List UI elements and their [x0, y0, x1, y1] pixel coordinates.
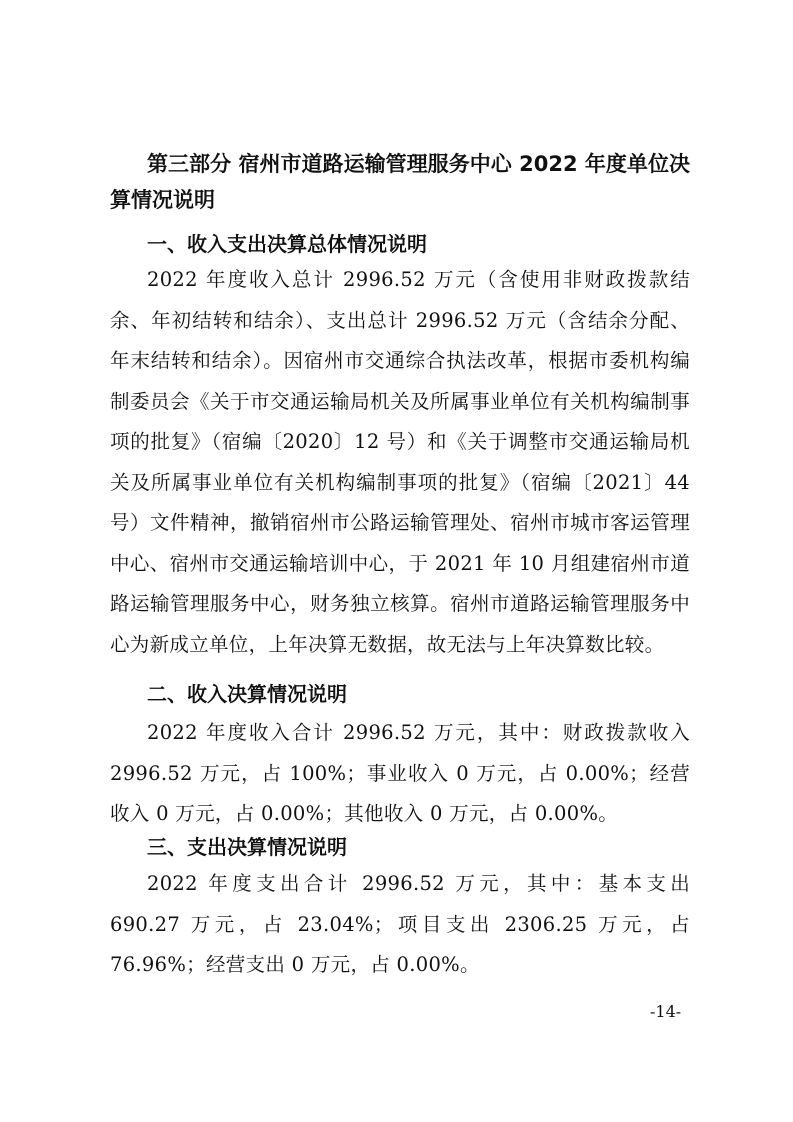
section-paragraph-income: 2022 年度收入合计 2996.52 万元，其中：财政拨款收入 2996.52 万元，占 100%；事业收入 0 万元，占 0.00%；经营收入 0 万元，占 0.00%；其他收入 0 万元，占 0.00%。 — [110, 721, 690, 825]
section-heading-overview: 一、收入支出决算总体情况说明 — [147, 232, 427, 256]
section-heading-expenditure: 三、支出决算情况说明 — [147, 835, 347, 859]
page-number: -14- — [650, 1002, 682, 1021]
section-paragraph-expenditure: 2022 年度支出合计 2996.52 万元，其中：基本支出 690.27 万元，占 23.04%；项目支出 2306.25 万元，占 76.96%；经营支出 0 万元，占 0.00%。 — [110, 872, 690, 976]
section-paragraph-overview: 2022 年度收入总计 2996.52 万元（含使用非财政拨款结余、年初结转和结余）、支出总计 2996.52 万元（含结余分配、年末结转和结余）。因宿州市交通综合执法改革，根据市委机构编制委员会《关于市交通运输局机关及所属事业单位有关机构编制事项的批复》（宿编〔2020〕12 号）和《关于调整市交通运输局机关及所属事业单位有关机构编制事项的批复》（宿编〔2021〕44 号）文件精神，撤销宿州市公路运输管理处、宿州市城市客运管理中心、宿州市交通运输培训中心，于 2021 年 10 月组建宿州市道路运输管理服务中心，财务独立核算。宿州市道路运输管理服务中心为新成立单位，上年决算无数据，故无法与上年决算数比较。 — [110, 268, 690, 656]
page-title: 第三部分 宿州市道路运输管理服务中心 2022 年度单位决算情况说明 — [110, 152, 690, 212]
section-heading-income: 二、收入决算情况说明 — [147, 682, 347, 706]
